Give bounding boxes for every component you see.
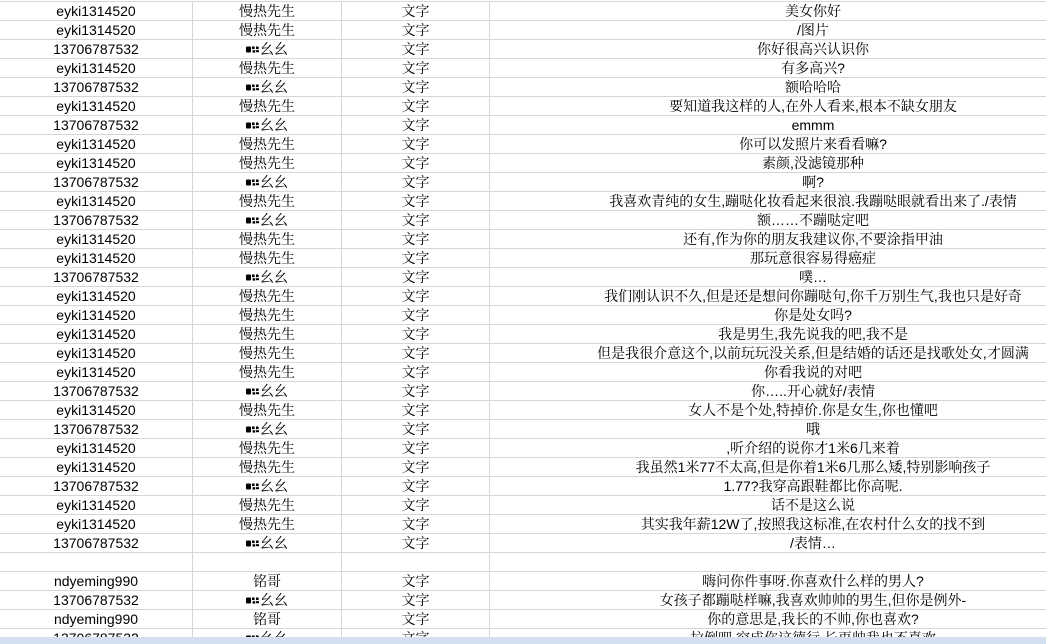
cell-type[interactable]: 文字: [342, 173, 490, 192]
cell-type[interactable]: 文字: [342, 306, 490, 325]
nickname-label: 幺幺: [260, 383, 288, 399]
nickname-label: 铭哥: [253, 573, 281, 589]
table-row: [0, 477, 1046, 496]
cell-account[interactable]: 13706787532: [0, 382, 193, 401]
table-row: [0, 401, 1046, 420]
nickname-label: 慢热先生: [239, 516, 295, 532]
cell-message[interactable]: 女孩子都蹦哒样嘛,我喜欢帅帅的男生,但你是例外-: [490, 591, 1046, 610]
cell-message[interactable]: emmm: [490, 116, 1046, 135]
cell-account[interactable]: eyki1314520: [0, 325, 193, 344]
table-row: [0, 268, 1046, 287]
cell-account[interactable]: eyki1314520: [0, 249, 193, 268]
cell-type[interactable]: 文字: [342, 344, 490, 363]
cell-nickname[interactable]: [193, 154, 342, 173]
cell-nickname[interactable]: [193, 287, 342, 306]
corrupted-emoji-icon: [246, 45, 259, 55]
cell-account[interactable]: ndyeming990: [0, 610, 193, 629]
cell-nickname[interactable]: [193, 439, 342, 458]
cell-type[interactable]: 文字: [342, 21, 490, 40]
cell-message[interactable]: 你…..开心就好/表情: [490, 382, 1046, 401]
cell-nickname[interactable]: [193, 306, 342, 325]
cell-account[interactable]: 13706787532: [0, 211, 193, 230]
cell-type[interactable]: 文字: [342, 591, 490, 610]
cell-message[interactable]: 但是我很介意这个,以前玩玩没关系,但是结婚的话还是找歌处女,才圆满: [490, 344, 1046, 363]
cell-nickname[interactable]: [193, 477, 342, 496]
cell-account[interactable]: 13706787532: [0, 40, 193, 59]
nickname-label: 慢热先生: [239, 307, 295, 323]
cell-account[interactable]: eyki1314520: [0, 59, 193, 78]
cell-account[interactable]: 13706787532: [0, 116, 193, 135]
corrupted-emoji-icon: [246, 216, 259, 226]
cell-message[interactable]: 美女你好: [490, 2, 1046, 21]
cell-account[interactable]: eyki1314520: [0, 515, 193, 534]
table-row: [0, 591, 1046, 610]
nickname-label: 慢热先生: [239, 497, 295, 513]
cell-message[interactable]: 素颜,没滤镜那种: [490, 154, 1046, 173]
cell-type[interactable]: 文字: [342, 249, 490, 268]
table-row: [0, 135, 1046, 154]
cell-message[interactable]: 你看我说的对吧: [490, 363, 1046, 382]
cell-nickname[interactable]: [193, 268, 342, 287]
cell-account[interactable]: eyki1314520: [0, 439, 193, 458]
cell-nickname[interactable]: [193, 249, 342, 268]
cell-message[interactable]: 你的意思是,我长的不帅,你也喜欢?: [490, 610, 1046, 629]
nickname-label: 幺幺: [260, 478, 288, 494]
table-row: [0, 610, 1046, 629]
cell-type[interactable]: 文字: [342, 458, 490, 477]
cell-account[interactable]: eyki1314520: [0, 230, 193, 249]
cell-nickname[interactable]: [193, 116, 342, 135]
cell-account[interactable]: eyki1314520: [0, 496, 193, 515]
cell-message[interactable]: /表情…: [490, 534, 1046, 553]
table-row: [0, 344, 1046, 363]
table-row: [0, 306, 1046, 325]
cell-nickname[interactable]: [193, 230, 342, 249]
table-row: [0, 97, 1046, 116]
table-row: [0, 192, 1046, 211]
cell-message[interactable]: 我是男生,我先说我的吧,我不是: [490, 325, 1046, 344]
nickname-label: 幺幺: [260, 535, 288, 551]
nickname-label: 慢热先生: [239, 136, 295, 152]
cell-account[interactable]: 13706787532: [0, 591, 193, 610]
nickname-label: 慢热先生: [239, 345, 295, 361]
corrupted-emoji-icon: [246, 387, 259, 397]
table-row: [0, 325, 1046, 344]
cell-message[interactable]: 额……不蹦哒定吧: [490, 211, 1046, 230]
table-row: [0, 40, 1046, 59]
cell-account[interactable]: 13706787532: [0, 78, 193, 97]
cell-message[interactable]: 嗨问你件事呀.你喜欢什么样的男人?: [490, 572, 1046, 591]
cell-type[interactable]: 文字: [342, 401, 490, 420]
cell-nickname[interactable]: [193, 135, 342, 154]
nickname-label: 幺幺: [260, 41, 288, 57]
nickname-label: 慢热先生: [239, 193, 295, 209]
cell-message[interactable]: 你好很高兴认识你: [490, 40, 1046, 59]
cell-account[interactable]: 13706787532: [0, 534, 193, 553]
cell-account[interactable]: eyki1314520: [0, 401, 193, 420]
cell-type[interactable]: 文字: [342, 211, 490, 230]
table-row: [0, 534, 1046, 553]
cell-nickname[interactable]: [193, 211, 342, 230]
nickname-label: 幺幺: [260, 174, 288, 190]
cell-account[interactable]: eyki1314520: [0, 192, 193, 211]
cell-nickname[interactable]: [193, 344, 342, 363]
corrupted-emoji-icon: [246, 83, 259, 93]
cell-nickname[interactable]: [193, 40, 342, 59]
cell-type[interactable]: 文字: [342, 325, 490, 344]
cell-type[interactable]: 文字: [342, 59, 490, 78]
table-row: [0, 382, 1046, 401]
cell-message[interactable]: 哦: [490, 420, 1046, 439]
cell-account[interactable]: eyki1314520: [0, 21, 193, 40]
nickname-label: 幺幺: [260, 592, 288, 608]
table-row: [0, 420, 1046, 439]
table-row: [0, 363, 1046, 382]
cell-type[interactable]: 文字: [342, 2, 490, 21]
cell-message[interactable]: 其实我年薪12W了,按照我这标准,在农村什么女的找不到: [490, 515, 1046, 534]
nickname-label: 幺幺: [260, 421, 288, 437]
cell-type[interactable]: 文字: [342, 534, 490, 553]
table-row: [0, 116, 1046, 135]
cell-message[interactable]: ,听介绍的说你才1米6几来着: [490, 439, 1046, 458]
corrupted-emoji-icon: [246, 596, 259, 606]
cell-type[interactable]: 文字: [342, 268, 490, 287]
cell-type[interactable]: 文字: [342, 154, 490, 173]
nickname-label: 慢热先生: [239, 155, 295, 171]
cell-type[interactable]: 文字: [342, 515, 490, 534]
cell-account[interactable]: 13706787532: [0, 268, 193, 287]
table-row: [0, 496, 1046, 515]
cell-message[interactable]: 噗…: [490, 268, 1046, 287]
cell-nickname[interactable]: [193, 420, 342, 439]
table-row: [0, 154, 1046, 173]
cell-account[interactable]: eyki1314520: [0, 344, 193, 363]
cell-account[interactable]: ndyeming990: [0, 572, 193, 591]
cell-message[interactable]: 女人不是个处,特掉价.你是女生,你也懂吧: [490, 401, 1046, 420]
nickname-label: 幺幺: [260, 212, 288, 228]
table-row: [0, 249, 1046, 268]
cell-account[interactable]: 13706787532: [0, 420, 193, 439]
cell-nickname[interactable]: [193, 363, 342, 382]
nickname-label: 慢热先生: [239, 326, 295, 342]
table-row: [0, 211, 1046, 230]
cell-message[interactable]: 话不是这么说: [490, 496, 1046, 515]
cell-account[interactable]: eyki1314520: [0, 458, 193, 477]
cell-nickname[interactable]: [193, 192, 342, 211]
selection-strip: [0, 637, 1046, 644]
cell-nickname[interactable]: [193, 591, 342, 610]
nickname-label: 慢热先生: [239, 231, 295, 247]
cell-message[interactable]: 那玩意很容易得癌症: [490, 249, 1046, 268]
nickname-label: 慢热先生: [239, 22, 295, 38]
nickname-label: 慢热先生: [239, 459, 295, 475]
cell-type[interactable]: 文字: [342, 477, 490, 496]
cell-type[interactable]: 文字: [342, 40, 490, 59]
table-row: [0, 287, 1046, 306]
cell-nickname[interactable]: [193, 534, 342, 553]
cell-nickname[interactable]: [193, 553, 342, 572]
cell-account[interactable]: [0, 553, 193, 572]
cell-nickname[interactable]: [193, 173, 342, 192]
cell-message[interactable]: /图片: [490, 21, 1046, 40]
table-row: [0, 78, 1046, 97]
cell-type[interactable]: 文字: [342, 78, 490, 97]
cell-message[interactable]: 啊?: [490, 173, 1046, 192]
cell-message[interactable]: 我们刚认识不久,但是还是想问你蹦哒句,你千万别生气,我也只是好奇: [490, 287, 1046, 306]
cell-type[interactable]: 文字: [342, 610, 490, 629]
cell-account[interactable]: eyki1314520: [0, 287, 193, 306]
nickname-label: 慢热先生: [239, 3, 295, 19]
cell-message[interactable]: 你是处女吗?: [490, 306, 1046, 325]
corrupted-emoji-icon: [246, 273, 259, 283]
nickname-label: 慢热先生: [239, 250, 295, 266]
cell-message[interactable]: 要知道我这样的人,在外人看来,根本不缺女朋友: [490, 97, 1046, 116]
cell-account[interactable]: eyki1314520: [0, 363, 193, 382]
cell-type[interactable]: 文字: [342, 192, 490, 211]
cell-nickname[interactable]: [193, 97, 342, 116]
cell-message[interactable]: 我喜欢青纯的女生,蹦哒化妆看起来很浪.我蹦哒眼就看出来了./表情: [490, 192, 1046, 211]
nickname-label: 慢热先生: [239, 440, 295, 456]
cell-message[interactable]: [490, 553, 1046, 572]
cell-type[interactable]: [342, 553, 490, 572]
cell-message[interactable]: 额哈哈哈: [490, 78, 1046, 97]
table-row: [0, 515, 1046, 534]
nickname-label: 慢热先生: [239, 288, 295, 304]
cell-nickname[interactable]: [193, 21, 342, 40]
table-row: [0, 458, 1046, 477]
cell-type[interactable]: 文字: [342, 230, 490, 249]
cell-message[interactable]: 有多高兴?: [490, 59, 1046, 78]
cell-account[interactable]: eyki1314520: [0, 97, 193, 116]
cell-type[interactable]: 文字: [342, 496, 490, 515]
cell-message[interactable]: 还有,作为你的朋友我建议你,不要涂指甲油: [490, 230, 1046, 249]
nickname-label: 幺幺: [260, 269, 288, 285]
cell-account[interactable]: eyki1314520: [0, 154, 193, 173]
cell-type[interactable]: 文字: [342, 116, 490, 135]
cell-message[interactable]: 你可以发照片来看看嘛?: [490, 135, 1046, 154]
corrupted-emoji-icon: [246, 482, 259, 492]
cell-type[interactable]: 文字: [342, 439, 490, 458]
cell-nickname[interactable]: [193, 401, 342, 420]
cell-nickname[interactable]: [193, 458, 342, 477]
cell-nickname[interactable]: [193, 515, 342, 534]
cell-type[interactable]: 文字: [342, 572, 490, 591]
corrupted-emoji-icon: [246, 178, 259, 188]
cell-message[interactable]: 我虽然1米77不太高,但是你着1米6几那么矮,特别影响孩子: [490, 458, 1046, 477]
nickname-label: 铭哥: [253, 611, 281, 627]
corrupted-emoji-icon: [246, 539, 259, 549]
nickname-label: 幺幺: [260, 79, 288, 95]
cell-type[interactable]: 文字: [342, 97, 490, 116]
table-row: [0, 230, 1046, 249]
nickname-label: 慢热先生: [239, 60, 295, 76]
cell-type[interactable]: 文字: [342, 287, 490, 306]
table-row: [0, 439, 1046, 458]
table-row: [0, 2, 1046, 21]
cell-nickname[interactable]: [193, 325, 342, 344]
cell-type[interactable]: 文字: [342, 420, 490, 439]
table-row: [0, 21, 1046, 40]
cell-account[interactable]: 13706787532: [0, 173, 193, 192]
cell-account[interactable]: eyki1314520: [0, 2, 193, 21]
table-row: [0, 173, 1046, 192]
cell-nickname[interactable]: [193, 78, 342, 97]
cell-nickname[interactable]: [193, 2, 342, 21]
cell-account[interactable]: 13706787532: [0, 477, 193, 496]
corrupted-emoji-icon: [246, 425, 259, 435]
table-row: [0, 572, 1046, 591]
corrupted-emoji-icon: [246, 121, 259, 131]
nickname-label: 幺幺: [260, 117, 288, 133]
cell-type[interactable]: 文字: [342, 363, 490, 382]
cell-message[interactable]: 1.77?我穿高跟鞋都比你高呢.: [490, 477, 1046, 496]
cell-type[interactable]: 文字: [342, 135, 490, 154]
cell-nickname[interactable]: [193, 382, 342, 401]
empty-row: [0, 553, 1046, 572]
cell-nickname[interactable]: [193, 496, 342, 515]
nickname-label: 慢热先生: [239, 402, 295, 418]
nickname-label: 慢热先生: [239, 98, 295, 114]
table-row: [0, 59, 1046, 78]
cell-nickname[interactable]: [193, 59, 342, 78]
nickname-label: 慢热先生: [239, 364, 295, 380]
cell-nickname[interactable]: [193, 610, 342, 629]
spreadsheet-grid: [0, 1, 1046, 644]
cell-account[interactable]: eyki1314520: [0, 306, 193, 325]
cell-account[interactable]: eyki1314520: [0, 135, 193, 154]
cell-nickname[interactable]: [193, 572, 342, 591]
cell-type[interactable]: 文字: [342, 382, 490, 401]
